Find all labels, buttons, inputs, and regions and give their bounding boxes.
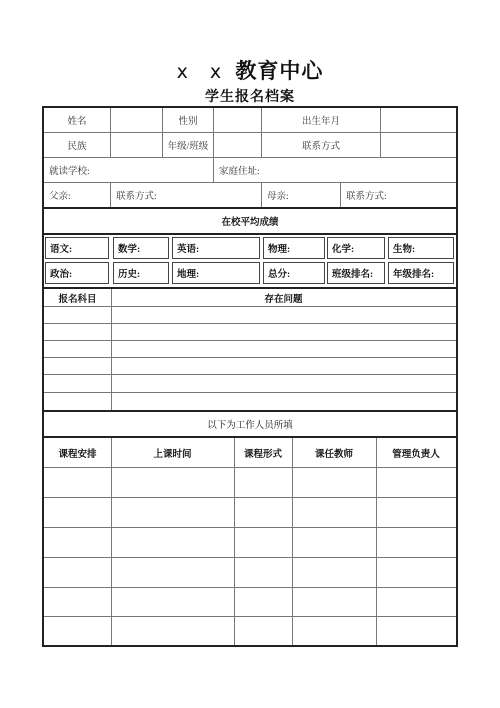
address-field[interactable] — [214, 158, 456, 182]
row-school — [44, 158, 456, 182]
score-history[interactable]: 历史: — [113, 262, 169, 284]
staff-row-line — [44, 467, 456, 468]
score-physics[interactable]: 物理: — [263, 237, 325, 259]
score-chemistry[interactable]: 化学: — [327, 237, 385, 259]
father-contact-field[interactable] — [111, 183, 262, 207]
scores-heading: 在校平均成绩 — [221, 218, 279, 228]
staff-col-time: 上课时间 — [153, 449, 192, 460]
score-geography[interactable]: 地理: — [172, 262, 260, 284]
mother-contact-label: 联系方式: — [346, 192, 387, 202]
problems-row-line — [44, 392, 456, 393]
problems-row-line — [44, 323, 456, 324]
mother-label: 母亲: — [267, 192, 289, 202]
document-subtitle: 学生报名档案 — [205, 90, 295, 105]
staff-heading: 以下为工作人员所填 — [207, 421, 293, 431]
document-title — [0, 55, 500, 85]
staff-col-schedule: 课程安排 — [58, 449, 97, 460]
gender-label: 性别 — [163, 108, 214, 132]
title-prefix: x x — [176, 61, 230, 83]
staff-col-format: 课程形式 — [243, 449, 282, 460]
staff-col-divider — [376, 438, 377, 645]
score-biology[interactable]: 生物: — [388, 237, 454, 259]
ethnicity-field[interactable] — [111, 133, 163, 157]
staff-col-divider — [111, 438, 112, 645]
father-contact-label: 联系方式: — [116, 192, 157, 202]
row-name — [44, 108, 456, 132]
issues-header: 存在问题 — [264, 294, 303, 305]
father-field[interactable] — [44, 183, 111, 207]
problems-row-line — [44, 357, 456, 358]
birth-label: 出生年月 — [262, 108, 381, 132]
score-class-rank[interactable]: 班级排名: — [327, 262, 385, 284]
name-label: 姓名 — [44, 108, 111, 132]
father-label: 父亲: — [49, 192, 71, 202]
title-main: 教育中心 — [235, 59, 324, 83]
school-label: 就读学校: — [49, 167, 90, 177]
row-ethnicity — [44, 133, 456, 157]
problems-row-line — [44, 340, 456, 341]
enrollment-form — [42, 106, 458, 647]
staff-col-manager: 管理负责人 — [392, 449, 440, 460]
row-parents — [44, 183, 456, 207]
staff-row-line — [44, 557, 456, 558]
score-chinese[interactable]: 语文: — [45, 237, 109, 259]
address-label: 家庭住址: — [219, 167, 260, 177]
score-english[interactable]: 英语: — [172, 237, 260, 259]
staff-col-teacher: 课任教师 — [314, 449, 353, 460]
grade-class-label: 年级/班级 — [163, 133, 214, 157]
name-field[interactable] — [111, 108, 163, 132]
staff-col-divider — [234, 438, 235, 645]
section-divider — [44, 233, 456, 235]
staff-row-line — [44, 616, 456, 617]
ethnicity-label: 民族 — [44, 133, 111, 157]
subject-header: 报名科目 — [58, 294, 97, 305]
contact-field[interactable] — [381, 133, 456, 157]
gender-field[interactable] — [214, 108, 262, 132]
staff-row-line — [44, 497, 456, 498]
school-field[interactable] — [44, 158, 214, 182]
contact-label: 联系方式 — [262, 133, 381, 157]
score-total[interactable]: 总分: — [263, 262, 325, 284]
problems-row-line — [44, 374, 456, 375]
score-politics[interactable]: 政治: — [45, 262, 109, 284]
mother-contact-field[interactable] — [341, 183, 456, 207]
problems-row-line — [44, 306, 456, 307]
birth-field[interactable] — [381, 108, 456, 132]
staff-col-divider — [292, 438, 293, 645]
staff-row-line — [44, 527, 456, 528]
score-grade-rank[interactable]: 年级排名: — [388, 262, 454, 284]
mother-field[interactable] — [262, 183, 341, 207]
grade-class-field[interactable] — [214, 133, 262, 157]
staff-row-line — [44, 587, 456, 588]
score-math[interactable]: 数学: — [113, 237, 169, 259]
